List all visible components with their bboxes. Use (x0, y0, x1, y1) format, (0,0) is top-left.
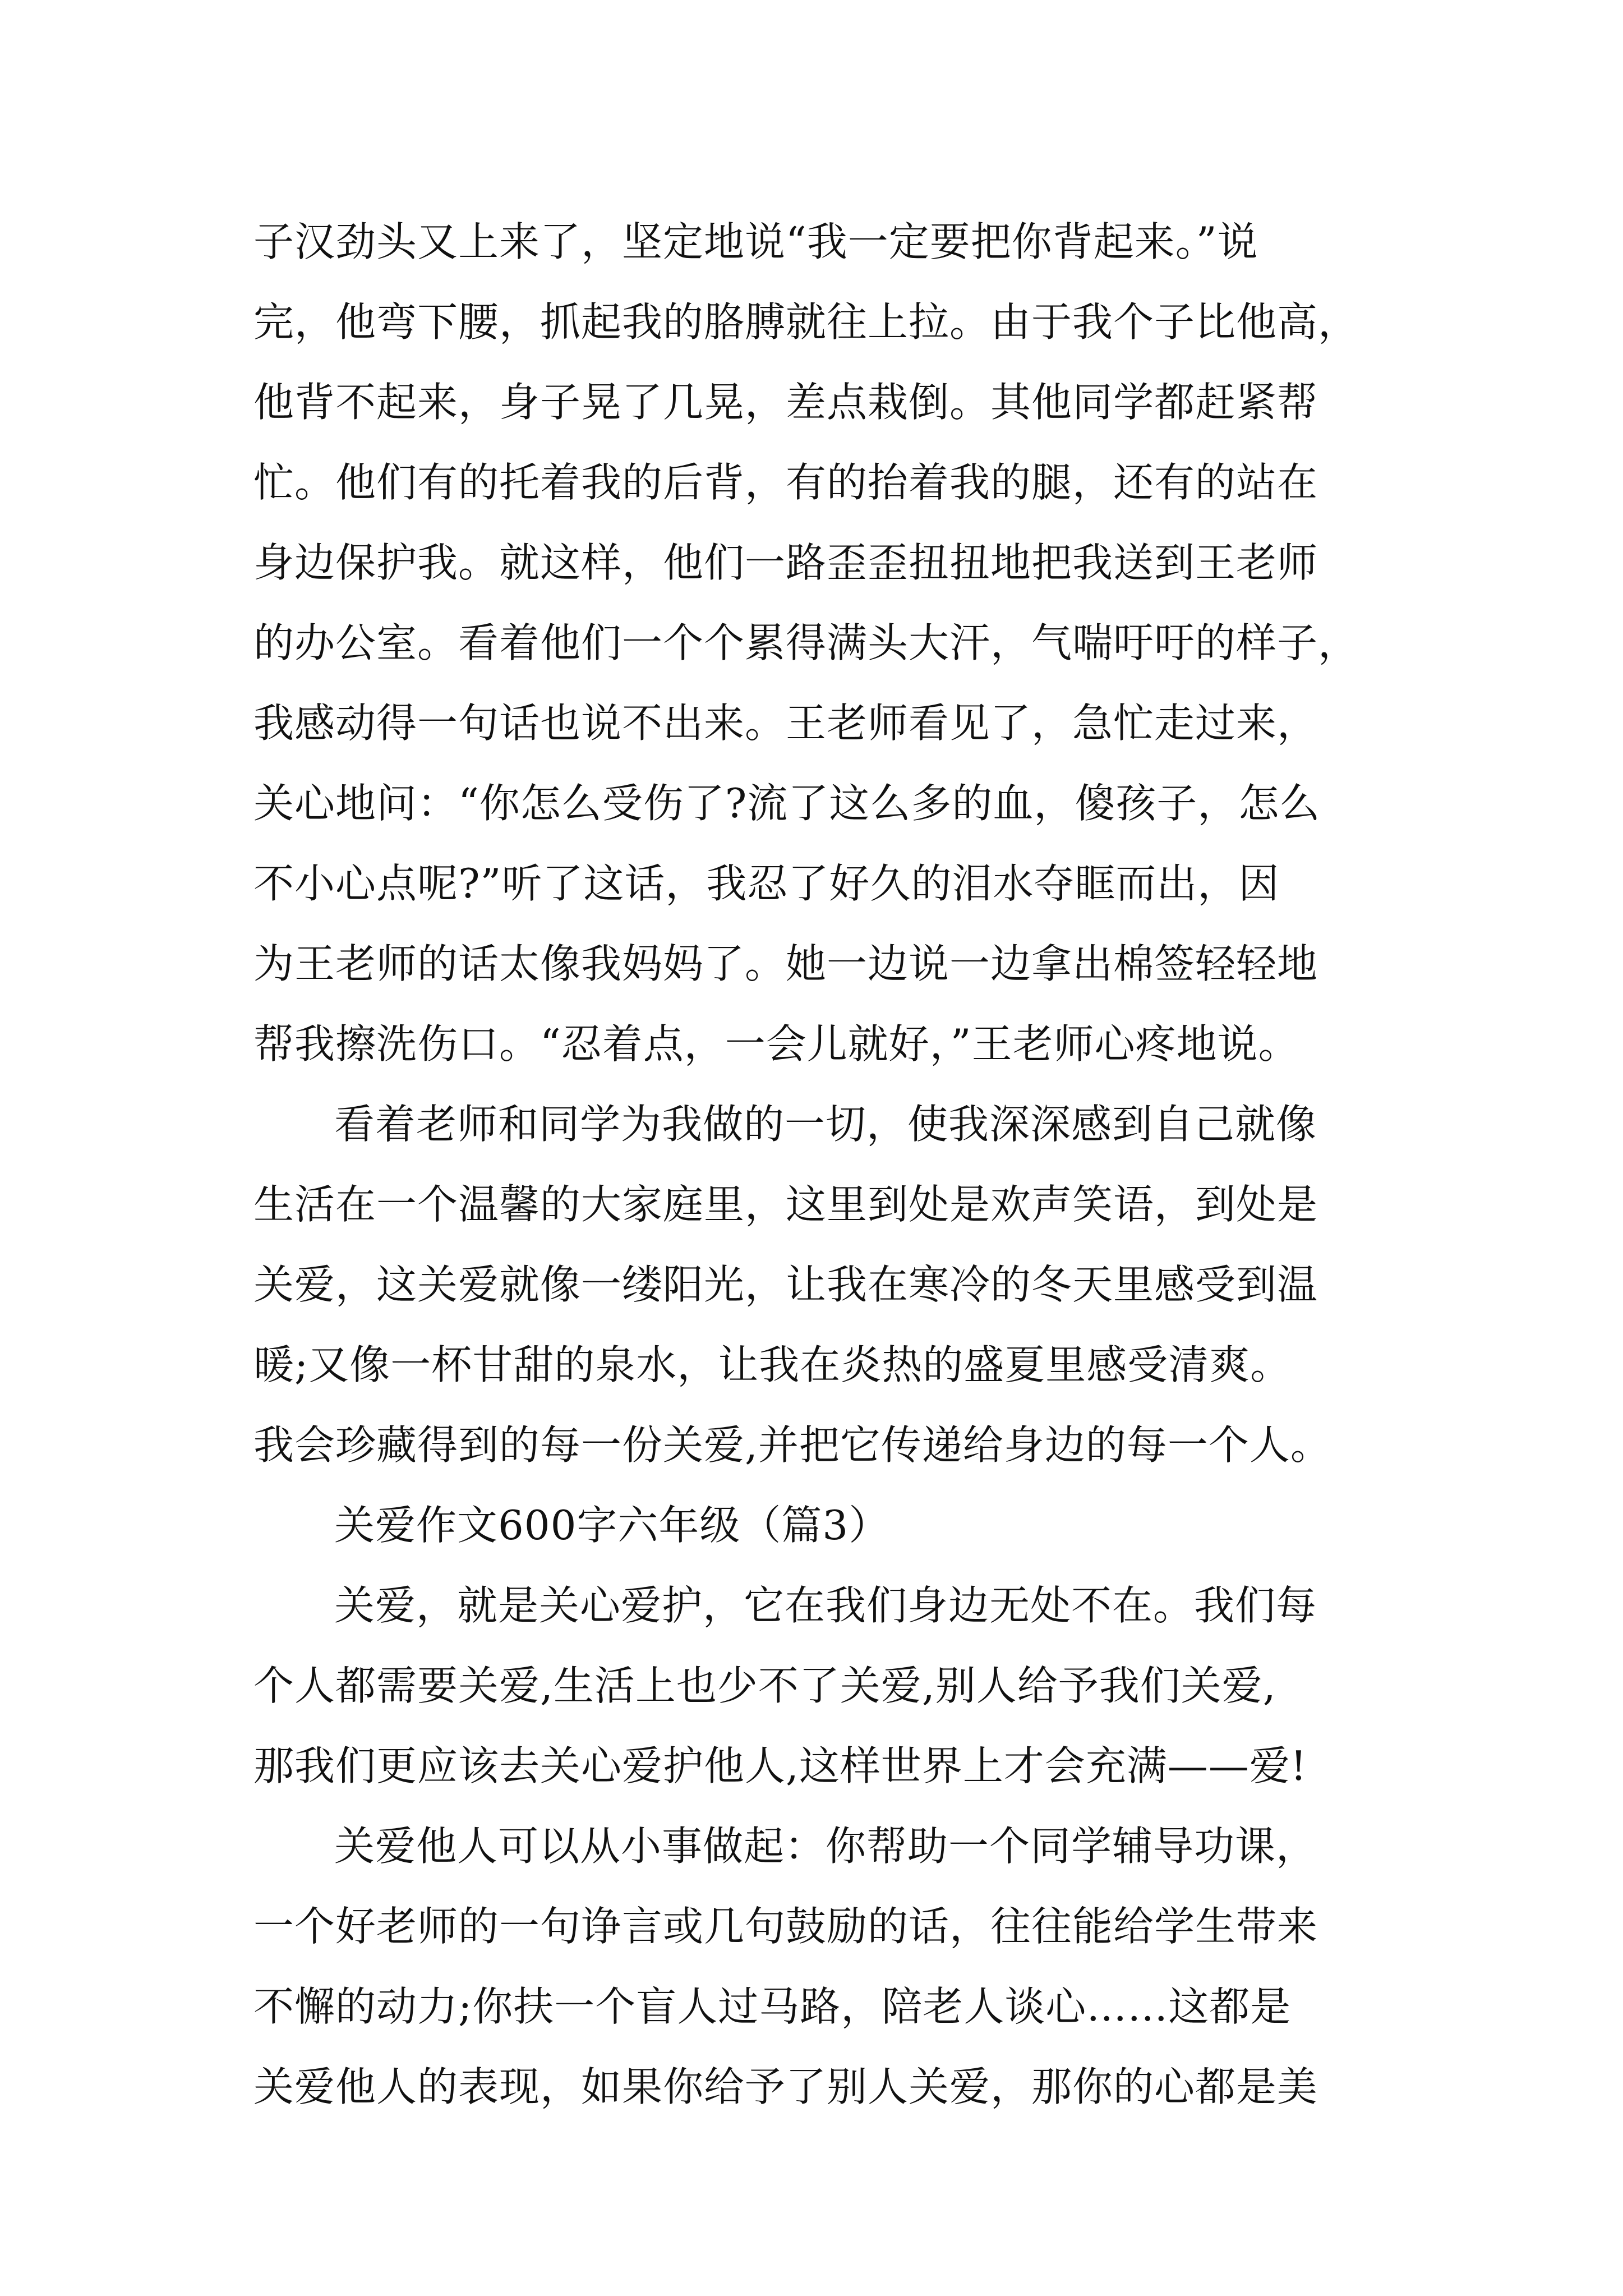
text-line: 的办公室。看着他们一个个累得满头大汗，气喘吁吁的样子， (253, 619, 1359, 666)
text-line: 为王老师的话太像我妈妈了。她一边说一边拿出棉签轻轻地 (253, 940, 1318, 987)
text-line: 关爱，这关爱就像一缕阳光，让我在寒冷的冬天里感受到温 (253, 1261, 1318, 1308)
text-line: 我会珍藏得到的每一份关爱,并把它传递给身边的每一个人。 (253, 1421, 1331, 1469)
text-line: 关爱他人可以从小事做起：你帮助一个同学辅导功课， (334, 1823, 1317, 1870)
text-line: 他背不起来，身子晃了几晃，差点栽倒。其他同学都赶紧帮 (253, 379, 1318, 426)
text-line: 个人都需要关爱,生活上也少不了关爱,别人给予我们关爱, (253, 1662, 1276, 1709)
text-line: 那我们更应该去关心爱护他人,这样世界上才会充满——爱! (253, 1742, 1307, 1789)
text-line: 暖;又像一杯甘甜的泉水，让我在炎热的盛夏里感受清爽。 (253, 1341, 1292, 1388)
text-line: 帮我擦洗伤口。“忍着点，一会儿就好，”王老师心疼地说。 (253, 1020, 1299, 1068)
text-line: 不小心点呢?”听了这话，我忍了好久的泪水夺眶而出，因 (253, 860, 1280, 907)
paragraph (253, 1566, 1398, 1806)
text-line: 身边保护我。就这样，他们一路歪歪扭扭地把我送到王老师 (253, 539, 1318, 586)
paragraph (253, 1084, 1398, 1485)
paragraph (253, 202, 1398, 1084)
text-line: 完，他弯下腰，抓起我的胳膊就往上拉。由于我个子比他高， (253, 298, 1359, 346)
text-line: 关心地问：“你怎么受伤了?流了这么多的血，傻孩子，怎么 (253, 780, 1321, 827)
text-line: 忙。他们有的托着我的后背，有的抬着我的腿，还有的站在 (253, 459, 1318, 506)
text-line: 关爱，就是关心爱护，它在我们身边无处不在。我们每 (334, 1582, 1317, 1629)
text-line: 子汉劲头又上来了，坚定地说“我一定要把你背起来。”说 (253, 218, 1258, 265)
text-line: 关爱他人的表现，如果你给予了别人关爱，那你的心都是美 (253, 2063, 1318, 2110)
text-line: 一个好老师的一句诤言或几句鼓励的话，往往能给学生带来 (253, 1903, 1318, 1950)
document-body (253, 202, 1398, 2127)
paragraph (253, 1806, 1398, 2127)
text-line: 看着老师和同学为我做的一切，使我深深感到自己就像 (334, 1101, 1317, 1148)
text-line: 我感动得一句话也说不出来。王老师看见了，急忙走过来， (253, 700, 1318, 747)
text-line: 生活在一个温馨的大家庭里，这里到处是欢声笑语，到处是 (253, 1181, 1318, 1228)
section-heading: 关爱作文600字六年级（篇3） (334, 1502, 890, 1549)
text-line: 不懈的动力;你扶一个盲人过马路，陪老人谈心……这都是 (253, 1983, 1292, 2030)
